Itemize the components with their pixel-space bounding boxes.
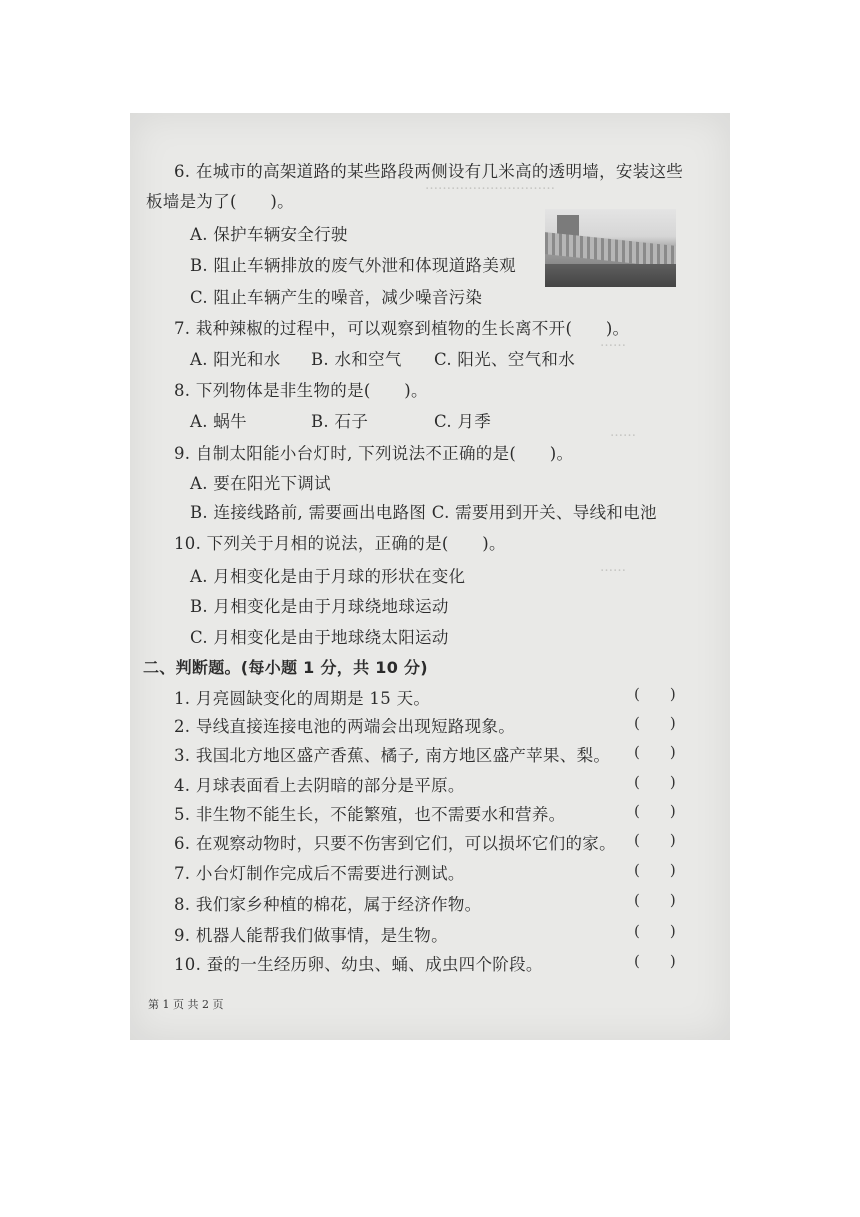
q9-option-b: B. 连接线路前, 需要画出电路图 C. 需要用到开关、导线和电池	[190, 503, 657, 522]
judge-item-4: 4. 月球表面看上去阴暗的部分是平原。	[174, 776, 465, 795]
bleed-through-text: ……	[600, 335, 626, 350]
q8-option-c: C. 月季	[434, 412, 492, 431]
judge-answer-1[interactable]: ( )	[634, 685, 676, 703]
q6-option-c: C. 阻止车辆产生的噪音，减少噪音污染	[190, 288, 483, 307]
judge-answer-4[interactable]: ( )	[634, 773, 676, 791]
q10-option-c: C. 月相变化是由于地球绕太阳运动	[190, 628, 449, 647]
q9-option-a: A. 要在阳光下调试	[190, 474, 331, 493]
q10-option-b: B. 月相变化是由于月球绕地球运动	[190, 597, 449, 616]
q6-stem-line1: 6. 在城市的高架道路的某些路段两侧设有几米高的透明墙，安装这些	[174, 162, 684, 181]
judge-answer-10[interactable]: ( )	[634, 952, 676, 970]
judge-section-title: 二、判断题。(每小题 1 分，共 10 分)	[143, 658, 428, 677]
q8-stem: 8. 下列物体是非生物的是( )。	[174, 381, 428, 400]
judge-item-6: 6. 在观察动物时，只要不伤害到它们，可以损坏它们的家。	[174, 834, 616, 853]
q7-option-c: C. 阳光、空气和水	[434, 350, 576, 369]
q7-option-b: B. 水和空气	[311, 350, 402, 369]
transparent-wall-photo	[545, 209, 676, 287]
q6-stem-line2: 板墙是为了( )。	[146, 192, 294, 211]
q7-stem: 7. 栽种辣椒的过程中，可以观察到植物的生长离不开( )。	[174, 319, 630, 338]
judge-answer-6[interactable]: ( )	[634, 831, 676, 849]
q10-stem: 10. 下列关于月相的说法，正确的是( )。	[174, 534, 506, 553]
judge-item-9: 9. 机器人能帮我们做事情，是生物。	[174, 926, 448, 945]
q8-option-a: A. 蜗牛	[190, 412, 247, 431]
q6-option-b: B. 阻止车辆排放的废气外泄和体现道路美观	[190, 256, 516, 275]
judge-item-3: 3. 我国北方地区盛产香蕉、橘子, 南方地区盛产苹果、梨。	[174, 746, 611, 765]
q8-option-b: B. 石子	[311, 412, 369, 431]
judge-answer-5[interactable]: ( )	[634, 802, 676, 820]
q6-option-a: A. 保护车辆安全行驶	[190, 225, 348, 244]
photo-road	[545, 264, 676, 287]
bleed-through-text: …………………………	[425, 178, 555, 193]
q9-stem: 9. 自制太阳能小台灯时, 下列说法不正确的是( )。	[174, 444, 574, 463]
judge-item-1: 1. 月亮圆缺变化的周期是 15 天。	[174, 689, 431, 708]
judge-answer-8[interactable]: ( )	[634, 891, 676, 909]
judge-answer-3[interactable]: ( )	[634, 743, 676, 761]
judge-answer-7[interactable]: ( )	[634, 861, 676, 879]
photo-wall	[545, 232, 676, 268]
judge-answer-2[interactable]: ( )	[634, 714, 676, 732]
bleed-through-text: ……	[610, 425, 636, 440]
judge-item-10: 10. 蚕的一生经历卵、幼虫、蛹、成虫四个阶段。	[174, 955, 543, 974]
judge-item-8: 8. 我们家乡种植的棉花，属于经济作物。	[174, 895, 482, 914]
judge-answer-9[interactable]: ( )	[634, 922, 676, 940]
q10-option-a: A. 月相变化是由于月球的形状在变化	[190, 567, 466, 586]
bleed-through-text: ……	[600, 560, 626, 575]
judge-item-2: 2. 导线直接连接电池的两端会出现短路现象。	[174, 717, 516, 736]
judge-item-7: 7. 小台灯制作完成后不需要进行测试。	[174, 864, 465, 883]
judge-item-5: 5. 非生物不能生长，不能繁殖，也不需要水和营养。	[174, 805, 566, 824]
page-footer: 第 1 页 共 2 页	[148, 998, 224, 1011]
q7-option-a: A. 阳光和水	[190, 350, 281, 369]
